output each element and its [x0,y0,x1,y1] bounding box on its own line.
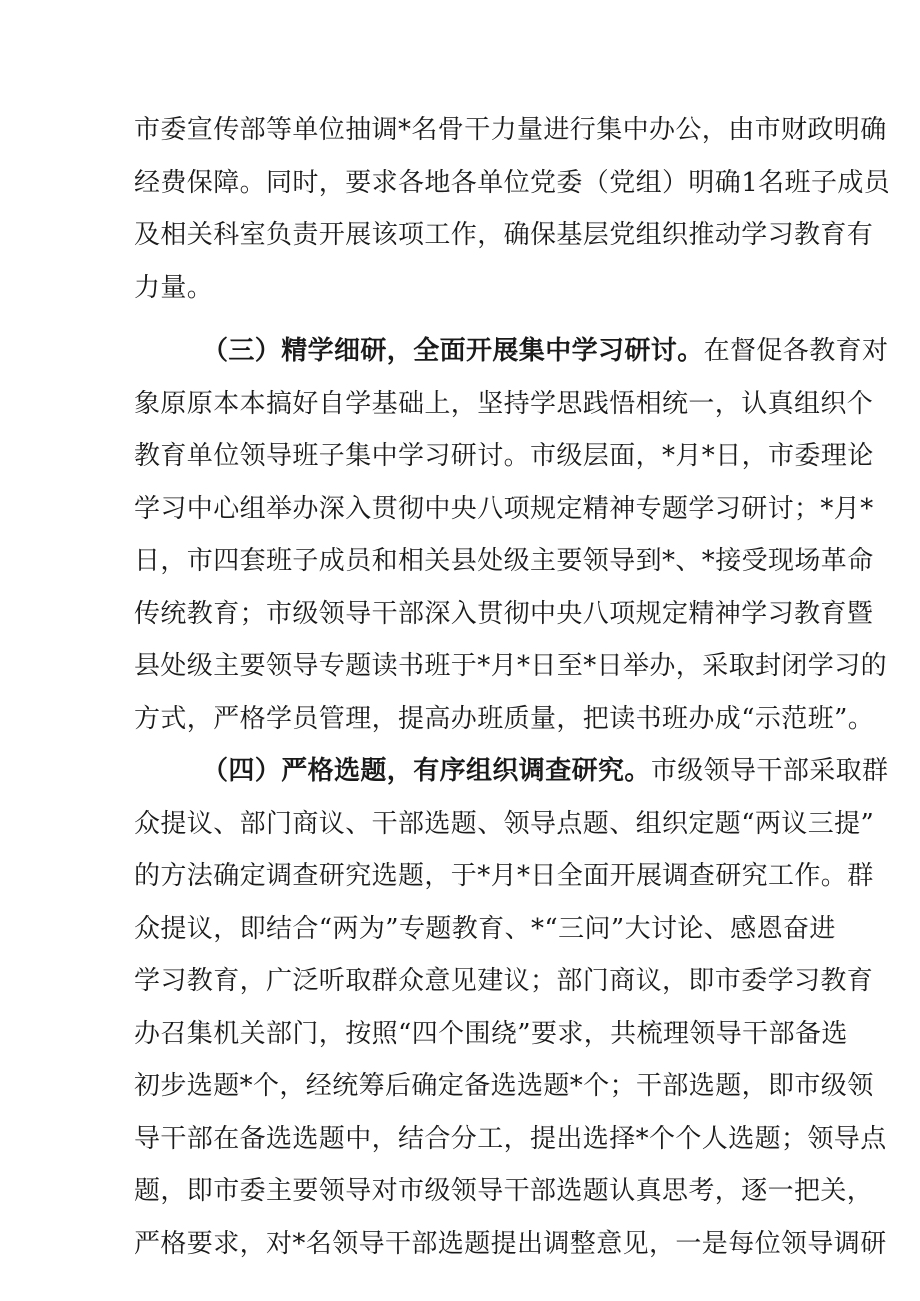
text-line: 方式，严格学员管理，提高办班质量，把读书班办成“示范班”。 [134,703,875,734]
text-line: 学习教育，广泛听取群众意见建议；部门商议，即市委学习教育 [134,966,874,996]
text-fragment: 市级领导干部采取群 [650,756,889,786]
text-line: 经费保障。同时，要求各地各单位党委（党组）明确1名班子成员 [134,167,891,198]
text-line [134,325,889,378]
text-line: 初步选题*个，经统筹后确定备选选题*个；干部选题，即市级领 [134,1071,874,1101]
section-heading-four: （四）严格选题，有序组织调查研究。 [202,756,651,786]
text-line: 的方法确定调查研究选题，于*月*日全面开展调查研究工作。群 [134,861,874,891]
text-line: 县处级主要领导专题读书班于*月*日至*日举办，采取封闭学习的 [134,651,888,681]
paragraph-research-topics [134,745,889,1270]
text-line [134,745,889,798]
text-line: 传统教育；市级领导干部深入贯彻中央八项规定精神学习教育暨 [134,598,874,629]
text-fragment: 在督促各教育对 [703,336,889,366]
document-body [134,104,891,1270]
text-line: 日，市四套班子成员和相关县处级主要领导到*、*接受现场革命 [134,546,874,576]
section-heading-three: （三）精学细研，全面开展集中学习研讨。 [202,336,704,366]
text-line: 题，即市委主要领导对市级领导干部选题认真思考，逐一把关， [134,1176,874,1206]
text-line: 学习中心组举办深入贯彻中央八项规定精神专题学习研讨；*月* [134,493,874,524]
text-line: 市委宣传部等单位抽调*名骨干力量进行集中办公，由市财政明确 [134,115,887,145]
text-line: 象原原本本搞好自学基础上，坚持学思践悟相统一，认真组织个 [134,388,874,419]
text-line: 导干部在备选选题中，结合分工，提出选择*个个人选题；领导点 [134,1123,887,1154]
text-line: 教育单位领导班子集中学习研讨。市级层面，*月*日，市委理论 [134,441,874,471]
text-line: 办召集机关部门，按照“四个围绕”要求，共梳理领导干部备选 [134,1018,848,1049]
text-line: 力量。 [134,272,214,303]
text-line: 众提议、部门商议、干部选题、领导点题、组织定题“两议三提” [134,808,875,839]
text-line: 严格要求，对*名领导干部选题提出调整意见，一是每位领导调研 [134,1228,887,1259]
text-line: 及相关科室负责开展该项工作，确保基层党组织推动学习教育有 [134,220,874,250]
paragraph-study-discussion [134,325,889,745]
paragraph-funding [134,104,891,314]
text-line: 众提议，即结合“两为”专题教育、*“三问”大讨论、感恩奋进 [134,913,836,944]
